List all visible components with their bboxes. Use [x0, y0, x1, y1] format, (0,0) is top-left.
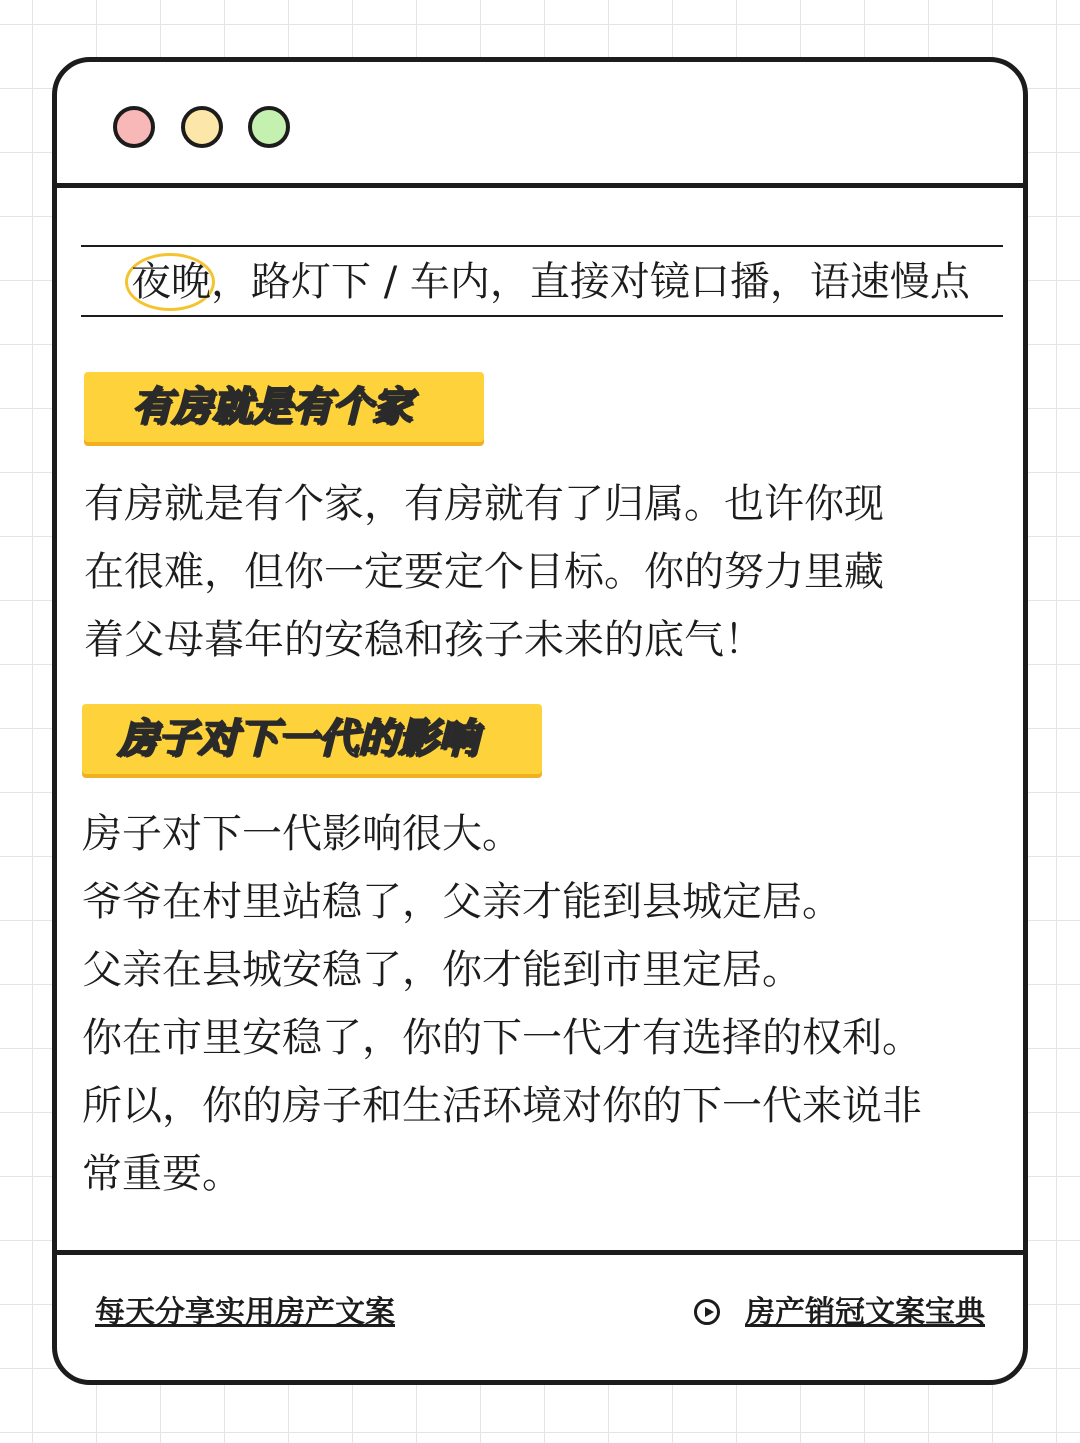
section-tag-home: [84, 372, 484, 442]
window-card: [52, 57, 1028, 1385]
subtitle-band: [81, 245, 1003, 317]
paragraph-line: 着父母暮年的安稳和孩子未来的底气！: [84, 617, 764, 663]
section-paragraph-home: [84, 470, 884, 674]
maximize-dot[interactable]: [248, 106, 290, 148]
section-tag-label: 有房就是有个家: [132, 384, 412, 430]
play-circle-icon[interactable]: [694, 1299, 720, 1325]
subtitle-text: 夜晚，路灯下 / 车内，直接对镜口播，语速慢点: [131, 259, 970, 305]
paragraph-line: 爷爷在村里站稳了，父亲才能到县城定居。: [82, 879, 842, 925]
paragraph-line: 常重要。: [82, 1151, 242, 1197]
minimize-dot[interactable]: [181, 106, 223, 148]
footer-right-link[interactable]: 房产销冠文案宝典: [745, 1295, 985, 1330]
close-dot[interactable]: [113, 106, 155, 148]
paragraph-line: 房子对下一代影响很大。: [82, 811, 522, 857]
paragraph-line: 你在市里安稳了，你的下一代才有选择的权利。: [82, 1015, 922, 1061]
window-titlebar: [57, 62, 1023, 188]
footer-bar: [57, 1250, 1023, 1385]
section-paragraph-next-generation: [82, 800, 922, 1208]
paragraph-line: 有房就是有个家，有房就有了归属。也许你现: [84, 481, 884, 527]
section-tag-label: 房子对下一代的影响: [118, 716, 478, 762]
paragraph-line: 父亲在县城安稳了，你才能到市里定居。: [82, 947, 802, 993]
paragraph-line: 在很难，但你一定要定个目标。你的努力里藏: [84, 549, 884, 595]
section-tag-next-generation: [82, 704, 542, 774]
footer-left-link[interactable]: 每天分享实用房产文案: [95, 1295, 395, 1330]
paragraph-line: 所以，你的房子和生活环境对你的下一代来说非: [82, 1083, 922, 1129]
